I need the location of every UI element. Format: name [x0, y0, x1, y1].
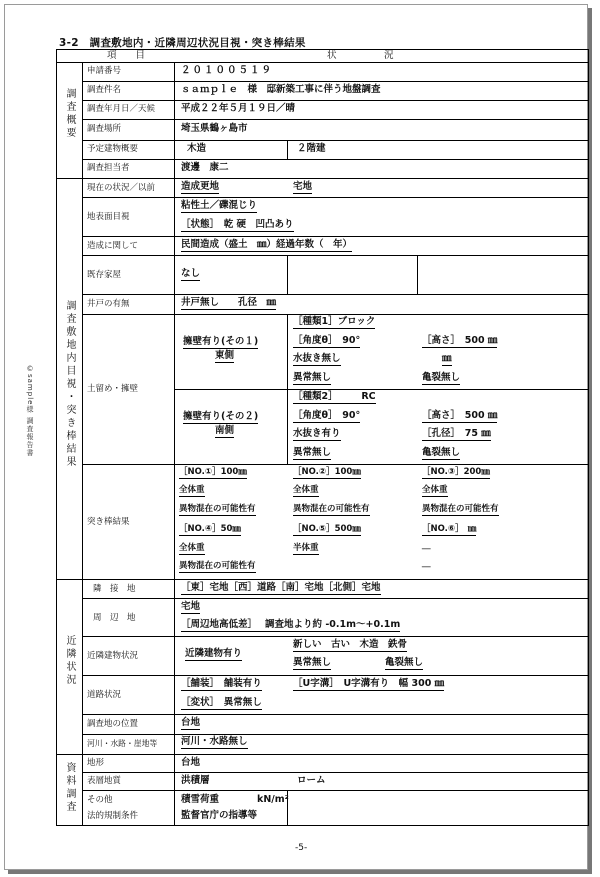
value-building-crack: 亀裂無し — [385, 657, 424, 668]
wall2-type: ［種類2］ RC — [293, 391, 376, 402]
value-current: 造成更地 — [181, 181, 220, 192]
wall1-type: ［種類1］ブロック — [293, 316, 376, 327]
label-date: 調査年月日／天候 — [87, 104, 156, 114]
label-app-no: 申請番号 — [87, 66, 122, 76]
label-name: 調査件名 — [87, 85, 122, 95]
label-fill: 造成に関して — [87, 241, 139, 251]
value-well: 井戸無し 孔径 ㎜ — [181, 297, 277, 308]
wall1-height: ［高さ］ 500 ㎜ — [422, 335, 498, 346]
label-person: 調査担当者 — [87, 163, 130, 173]
label-position: 調査地の位置 — [87, 719, 139, 729]
value-date: 平成２２年５月１９日／晴 — [181, 103, 296, 114]
rod-weight: 半体重 — [293, 543, 319, 553]
value-existing: なし — [181, 268, 201, 279]
rod-note: 異物混在の可能性有 — [179, 504, 256, 514]
value-structure: 木造 — [187, 143, 207, 154]
label-geology: 表層地質 — [87, 776, 122, 786]
section-overview: 調査概要 — [64, 88, 75, 140]
value-adjacent: ［東］宅地［西］道路［南］宅地［北側］宅地 — [181, 582, 381, 593]
rod-no: ［NO.③］200㎜ — [422, 467, 490, 477]
value-surface2: ［状態］ 乾 硬 凹凸あり — [181, 219, 294, 230]
label-terrain: 地形 — [87, 758, 105, 768]
value-name: ｓａｍｐｌｅ 様 邸新築工事に伴う地盤調査 — [181, 84, 381, 95]
value-building-desc: 新しい 古い 木造 鉄骨 — [293, 639, 408, 650]
rod-no: ［NO.①］100㎜ — [179, 467, 247, 477]
page-number: -5- — [295, 843, 308, 853]
value-app-no: ２０１００５１９ — [181, 65, 274, 76]
wall1-drain-size: ㎜ — [442, 353, 452, 364]
survey-table — [56, 49, 589, 826]
wall1-crack: 亀裂無し — [422, 372, 461, 383]
section-neighbor: 近隣状況 — [64, 635, 75, 687]
value-position: 台地 — [181, 717, 201, 728]
wall2-angle: ［角度θ］ 90° — [293, 410, 361, 421]
wall2-drain-size: ［孔径］ 75 ㎜ — [422, 428, 491, 439]
value-surface1: 粘性土／礫混じり — [181, 200, 258, 211]
value-around2: ［周辺地高低差］ 調査地より約 -0.1m～+0.1m — [181, 619, 401, 630]
wall1-drain: 水抜き無し — [293, 353, 341, 364]
rod-weight: 全体重 — [293, 485, 319, 495]
rod-no: ［NO.⑤］500㎜ — [293, 524, 361, 534]
value-fill: 民間造成（盛土 ㎜）経過年数（ 年） — [181, 239, 353, 250]
value-road1: ［舗装］ 舗装有り — [181, 678, 262, 689]
section-site: 調査敷地内目視・突き棒結果 — [64, 300, 75, 469]
value-road3: ［変状］ 異常無し — [181, 697, 262, 708]
value-around1: 宅地 — [181, 601, 201, 612]
label-buildings: 近隣建物状況 — [87, 651, 139, 661]
wall2-title: 擁壁有り(その２) — [183, 411, 259, 422]
label-current: 現在の状況／以前 — [87, 183, 156, 193]
side-note: ©sample様 調査報告書 — [26, 365, 34, 457]
wall2-abnormal: 異常無し — [293, 447, 332, 458]
value-river: 河川・水路無し — [181, 736, 248, 747]
section-data: 資料調査 — [64, 762, 75, 814]
label-law: 法的規制条件 — [87, 811, 139, 821]
label-river: 河川・水路・崖地等 — [87, 739, 158, 748]
label-existing: 既存家屋 — [87, 270, 122, 280]
label-wall: 土留め・擁壁 — [87, 384, 139, 394]
rod-weight: ＿ — [422, 541, 431, 551]
value-place: 埼玉県鶴ヶ島市 — [181, 123, 248, 134]
wall2-side: 南側 — [215, 425, 235, 436]
value-terrain: 台地 — [181, 757, 201, 768]
value-person: 渡邊 康二 — [181, 162, 229, 173]
label-surface: 地表面目視 — [87, 212, 130, 222]
wall2-drain: 水抜き有り — [293, 428, 341, 439]
rod-note: 異物混在の可能性有 — [293, 504, 370, 514]
document-page — [4, 4, 588, 870]
label-rod: 突き棒結果 — [87, 517, 130, 527]
value-previous: 宅地 — [293, 181, 313, 192]
value-road2: ［U字溝］ U字溝有り 幅 300 ㎜ — [293, 678, 445, 689]
value-geology2: ローム — [297, 775, 326, 786]
value-buildings: 近隣建物有り — [185, 648, 243, 659]
wall1-abnormal: 異常無し — [293, 372, 332, 383]
page-title: 3-2 調査敷地内・近隣周辺状況目視・突き棒結果 — [59, 37, 306, 49]
label-road: 道路状況 — [87, 690, 122, 700]
label-place: 調査場所 — [87, 124, 122, 134]
wall1-angle: ［角度θ］ 90° — [293, 335, 361, 346]
rod-weight: 全体重 — [422, 485, 448, 495]
rod-no: ［NO.⑥］ ㎜ — [422, 524, 477, 534]
label-building: 予定建物概要 — [87, 144, 139, 154]
label-other: その他 — [87, 795, 113, 805]
wall2-height: ［高さ］ 500 ㎜ — [422, 410, 498, 421]
rod-weight: 全体重 — [179, 485, 205, 495]
wall2-crack: 亀裂無し — [422, 447, 461, 458]
rod-note: 異物混在の可能性有 — [179, 561, 256, 571]
value-geology: 洪積層 — [181, 775, 210, 786]
rod-note: 異物混在の可能性有 — [422, 504, 499, 514]
rod-no: ［NO.②］100㎜ — [293, 467, 361, 477]
value-law: 監督官庁の指導等 — [181, 810, 258, 821]
wall1-title: 擁壁有り(その１) — [183, 336, 259, 347]
label-around: 周 辺 地 — [93, 613, 136, 623]
label-adjacent: 隣 接 地 — [93, 584, 136, 594]
value-building-abnormal: 異常無し — [293, 657, 332, 668]
header-item: 項 目 — [107, 50, 146, 61]
label-well: 井戸の有無 — [87, 299, 130, 309]
rod-note: ＿ — [422, 559, 431, 569]
value-floors: ２階建 — [297, 143, 326, 154]
header-status: 状 況 — [327, 50, 394, 61]
wall1-side: 東側 — [215, 350, 235, 361]
rod-no: ［NO.④］50㎜ — [179, 524, 241, 534]
value-other: 積雪荷重 kN/m² — [181, 794, 289, 805]
rod-weight: 全体重 — [179, 543, 205, 553]
